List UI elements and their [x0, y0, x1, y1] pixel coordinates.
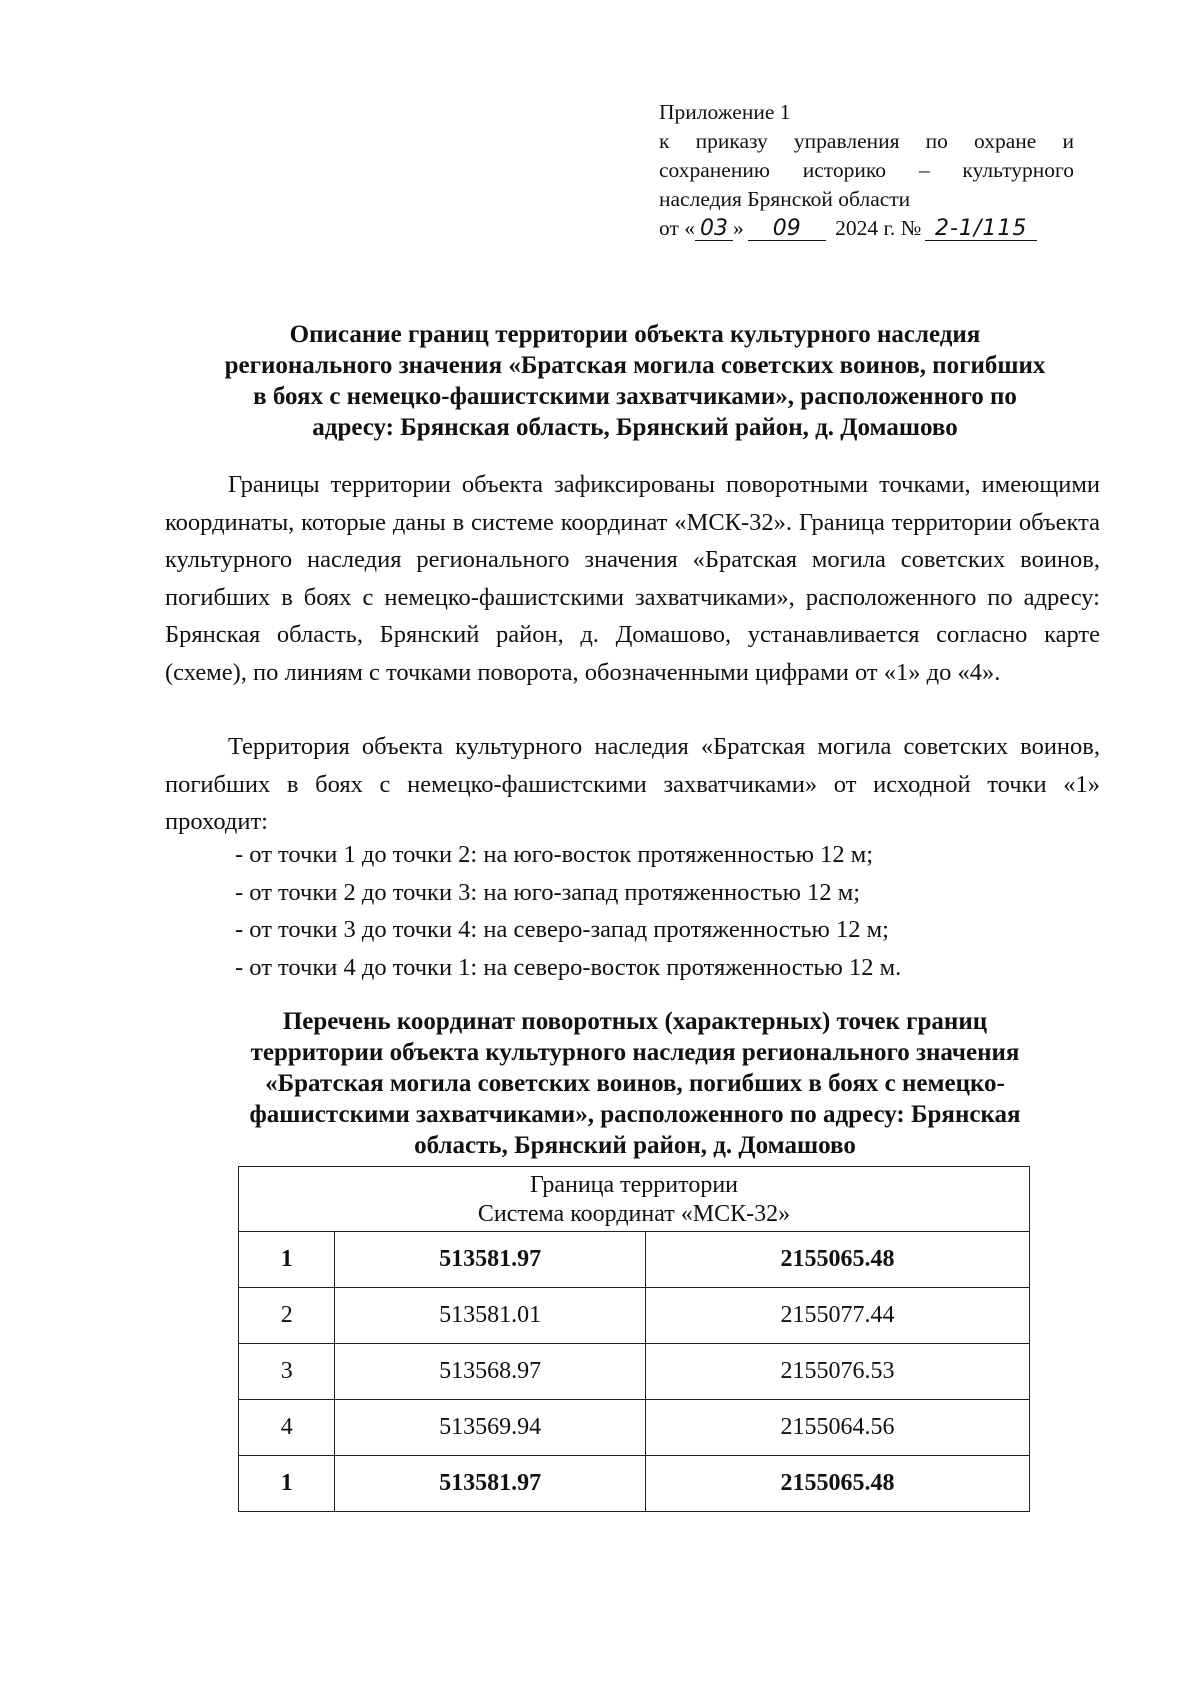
- coordinates-table: [238, 1166, 1030, 1512]
- date-year: 2024 г. №: [835, 216, 922, 240]
- coord-y: 2155065.48: [645, 1456, 1029, 1512]
- coord-y: 2155064.56: [645, 1400, 1029, 1456]
- handwritten-day: 03: [695, 218, 733, 241]
- table-row: [239, 1456, 1030, 1512]
- title-line: Перечень координат поворотных (характерных) точек границ: [282, 1008, 988, 1035]
- handwritten-month: 09: [748, 218, 826, 241]
- point-number: 4: [239, 1400, 335, 1456]
- route-item: - от точки 4 до точки 1: на северо-восток протяженностью 12 м.: [235, 953, 902, 981]
- table-header-row: [239, 1167, 1030, 1232]
- appendix-order-line: к приказу управления по охране и: [659, 129, 1074, 153]
- route-item: - от точки 3 до точки 4: на северо-запад протяженностью 12 м;: [235, 916, 889, 943]
- coord-x: 513569.94: [335, 1400, 646, 1456]
- title-line: Описание границ территории объекта культурного наследия: [289, 321, 981, 348]
- route-item: - от точки 1 до точки 2: на юго-восток протяженностью 12 м;: [235, 841, 874, 868]
- point-number: 2: [239, 1288, 335, 1344]
- coord-y: 2155076.53: [645, 1344, 1029, 1400]
- appendix-region-line: наследия Брянской области: [659, 187, 911, 211]
- point-number: 1: [239, 1456, 335, 1512]
- paragraph-route: Территория объекта культурного наследия «Братская могила советских воинов, погибших в боях с немецко-фашистскими захватчиками» от исходной точки «1» проходит:: [165, 733, 1100, 835]
- date-prefix: от «: [659, 216, 695, 240]
- title-line: фашистскими захватчиками», расположенного по адресу: Брянская: [249, 1101, 1021, 1128]
- route-item: - от точки 2 до точки 3: на юго-запад протяженностью 12 м;: [235, 878, 861, 906]
- date-mid: »: [733, 216, 744, 240]
- coordinates-title: [150, 1006, 1120, 1161]
- point-number: 3: [239, 1344, 335, 1400]
- title-line: регионального значения «Братская могила советских воинов, погибших: [224, 352, 1046, 379]
- title-line: территории объекта культурного наследия регионального значения: [250, 1039, 1020, 1066]
- title-line: в боях с немецко-фашистскими захватчиками», расположенного по: [253, 383, 1017, 410]
- coord-x: 513568.97: [335, 1344, 646, 1400]
- document-title: [160, 319, 1110, 443]
- appendix-header: [659, 98, 1074, 243]
- territory-route-intro: [165, 728, 1100, 841]
- table-row: [239, 1288, 1030, 1344]
- coord-x: 513581.01: [335, 1288, 646, 1344]
- appendix-label: Приложение 1: [659, 100, 791, 124]
- coord-y: 2155065.48: [645, 1232, 1029, 1288]
- paragraph-boundaries: Границы территории объекта зафиксированы поворотными точками, имеющими координаты, которые даны в системе координат «МСК-32». Граница территории объекта культурного наследия регионального значения «Братская могила советских воинов, погибших в боях с немецко-фашистскими захватчиками», расположенного по адресу: Брянская область, Брянский район, д. Домашово, устанавливается согласно карте (схеме), по линиям с точками поворота, обозначенными цифрами от «1» до «4».: [165, 471, 1100, 686]
- header-coord-system: Система координат «МСК-32»: [477, 1201, 791, 1227]
- table-row: [239, 1344, 1030, 1400]
- coord-x: 513581.97: [335, 1232, 646, 1288]
- table-row: [239, 1400, 1030, 1456]
- header-boundary: Граница территории: [529, 1172, 739, 1198]
- boundary-description: [165, 466, 1100, 691]
- route-list: [235, 836, 901, 986]
- coord-y: 2155077.44: [645, 1288, 1029, 1344]
- title-line: адресу: Брянская область, Брянский район, д. Домашово: [312, 414, 958, 441]
- title-line: «Братская могила советских воинов, погибших в боях с немецко-: [265, 1070, 1005, 1097]
- title-line: область, Брянский район, д. Домашово: [414, 1132, 856, 1159]
- table-row: [239, 1232, 1030, 1288]
- coord-x: 513581.97: [335, 1456, 646, 1512]
- appendix-authority-line: сохранению историко – культурного: [659, 158, 1074, 182]
- order-date-line: [659, 214, 1074, 243]
- point-number: 1: [239, 1232, 335, 1288]
- handwritten-order-number: 2-1/115: [925, 218, 1037, 241]
- table-header-cell: [239, 1167, 1030, 1232]
